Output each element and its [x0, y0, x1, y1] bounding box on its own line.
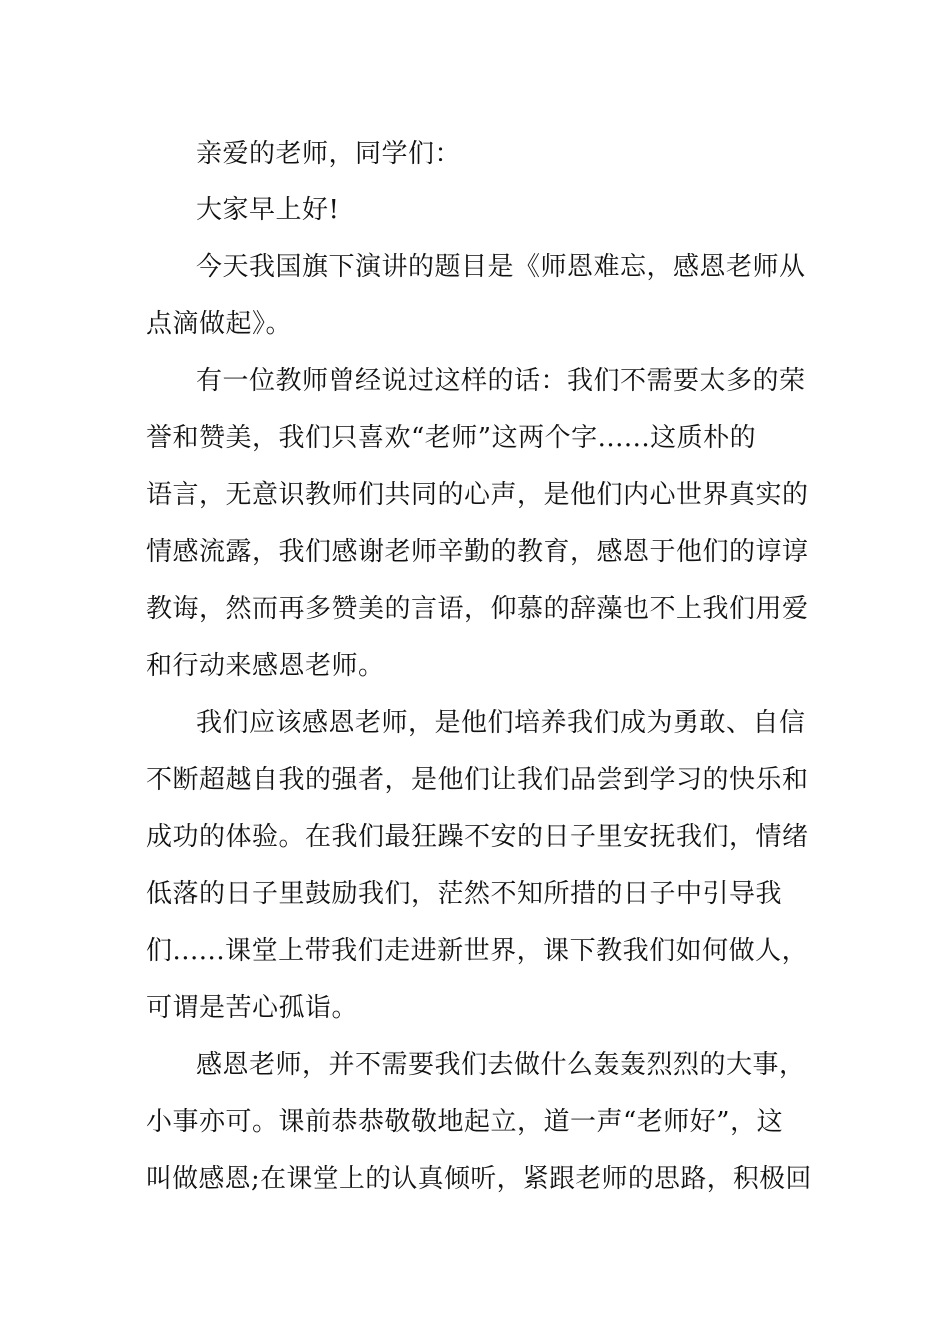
- paragraph-2-line-1: 有一位教师曾经说过这样的话：我们不需要太多的荣: [196, 366, 806, 396]
- paragraph-2-line-5: 教诲，然而再多赞美的言语，仰慕的辞藻也不上我们用爱: [146, 594, 809, 624]
- paragraph-2-line-2: 誉和赞美，我们只喜欢“老师”这两个字......这质朴的: [146, 423, 757, 453]
- paragraph-2-line-3: 语言，无意识教师们共同的心声，是他们内心世界真实的: [146, 480, 809, 510]
- paragraph-3-line-6: 可谓是苦心孤诣。: [146, 993, 359, 1023]
- paragraph-3-line-4: 低落的日子里鼓励我们，茫然不知所措的日子中引导我: [146, 879, 783, 909]
- paragraph-4-line-1: 感恩老师，并不需要我们去做什么轰轰烈烈的大事，: [196, 1050, 806, 1080]
- paragraph-1-line-2: 点滴做起》。: [146, 309, 293, 339]
- paragraph-1-line-1: 今天我国旗下演讲的题目是《师恩难忘，感恩老师从: [196, 252, 806, 282]
- paragraph-4-line-2: 小事亦可。课前恭恭敬敬地起立，道一声“老师好”，这: [146, 1107, 784, 1137]
- paragraph-3-line-1: 我们应该感恩老师，是他们培养我们成为勇敢、自信: [196, 708, 806, 738]
- paragraph-2-line-6: 和行动来感恩老师。: [146, 651, 385, 681]
- salutation: 亲爱的老师，同学们：: [196, 139, 462, 169]
- paragraph-2-line-4: 情感流露，我们感谢老师辛勤的教育，感恩于他们的谆谆: [146, 537, 809, 567]
- paragraph-3-line-2: 不断超越自我的强者，是他们让我们品尝到学习的快乐和: [146, 765, 809, 795]
- paragraph-3-line-3: 成功的体验。在我们最狂躁不安的日子里安抚我们，情绪: [146, 822, 809, 852]
- greeting: 大家早上好!: [196, 195, 340, 225]
- paragraph-4-line-3: 叫做感恩;在课堂上的认真倾听，紧跟老师的思路，积极回: [146, 1164, 812, 1194]
- paragraph-3-line-5: 们......课堂上带我们走进新世界，课下教我们如何做人，: [146, 936, 809, 966]
